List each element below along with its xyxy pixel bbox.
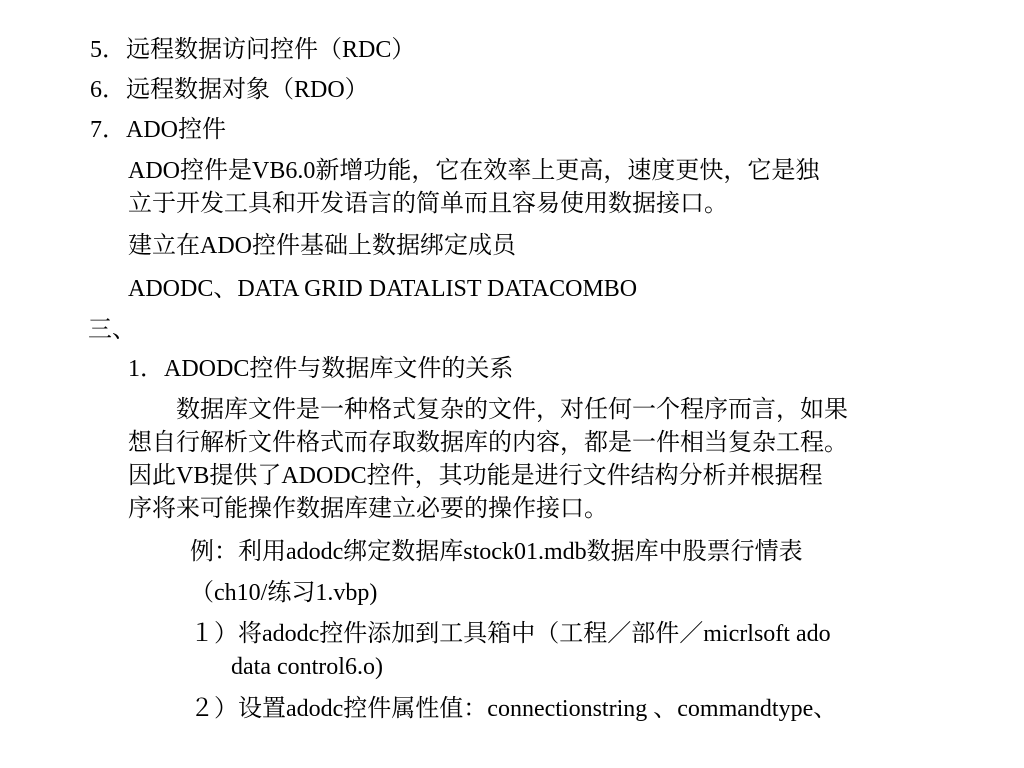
ado-members-title: 建立在ADO控件基础上数据绑定成员: [128, 233, 516, 259]
ado-members-list: ADODC、DATA GRID DATALIST DATACOMBO: [128, 276, 638, 302]
step-2-line: ２）设置adodc控件属性值：connectionstring 、commandtype、: [190, 696, 838, 722]
example-line-2: （ch10/练习1.vbp): [190, 580, 378, 606]
ado-description-line-2: 立于开发工具和开发语言的简单而且容易使用数据接口。: [128, 191, 728, 217]
list-item-ado: 7．ADO控件: [90, 117, 226, 143]
step-1-line-1: １）将adodc控件添加到工具箱中（工程／部件／micrlsoft ado: [190, 621, 831, 647]
list-item-rdc: 5．远程数据访问控件（RDC）: [90, 37, 416, 63]
subsection-heading-1: 1．ADODC控件与数据库文件的关系: [128, 356, 514, 382]
step-1-line-2: data control6.o): [231, 654, 383, 680]
section-heading-3: 三、: [88, 317, 136, 343]
paragraph-line-1: 数据库文件是一种格式复杂的文件，对任何一个程序而言，如果: [128, 397, 848, 423]
paragraph-line-2: 想自行解析文件格式而存取数据库的内容，都是一件相当复杂工程。: [128, 430, 848, 456]
paragraph-line-4: 序将来可能操作数据库建立必要的操作接口。: [128, 496, 608, 522]
example-line-1: 例：利用adodc绑定数据库stock01.mdb数据库中股票行情表: [190, 539, 803, 565]
paragraph-line-3: 因此VB提供了ADODC控件，其功能是进行文件结构分析并根据程: [128, 463, 823, 489]
list-item-rdo: 6．远程数据对象（RDO）: [90, 77, 369, 103]
ado-description-line-1: ADO控件是VB6.0新增功能，它在效率上更高，速度更快，它是独: [128, 158, 820, 184]
